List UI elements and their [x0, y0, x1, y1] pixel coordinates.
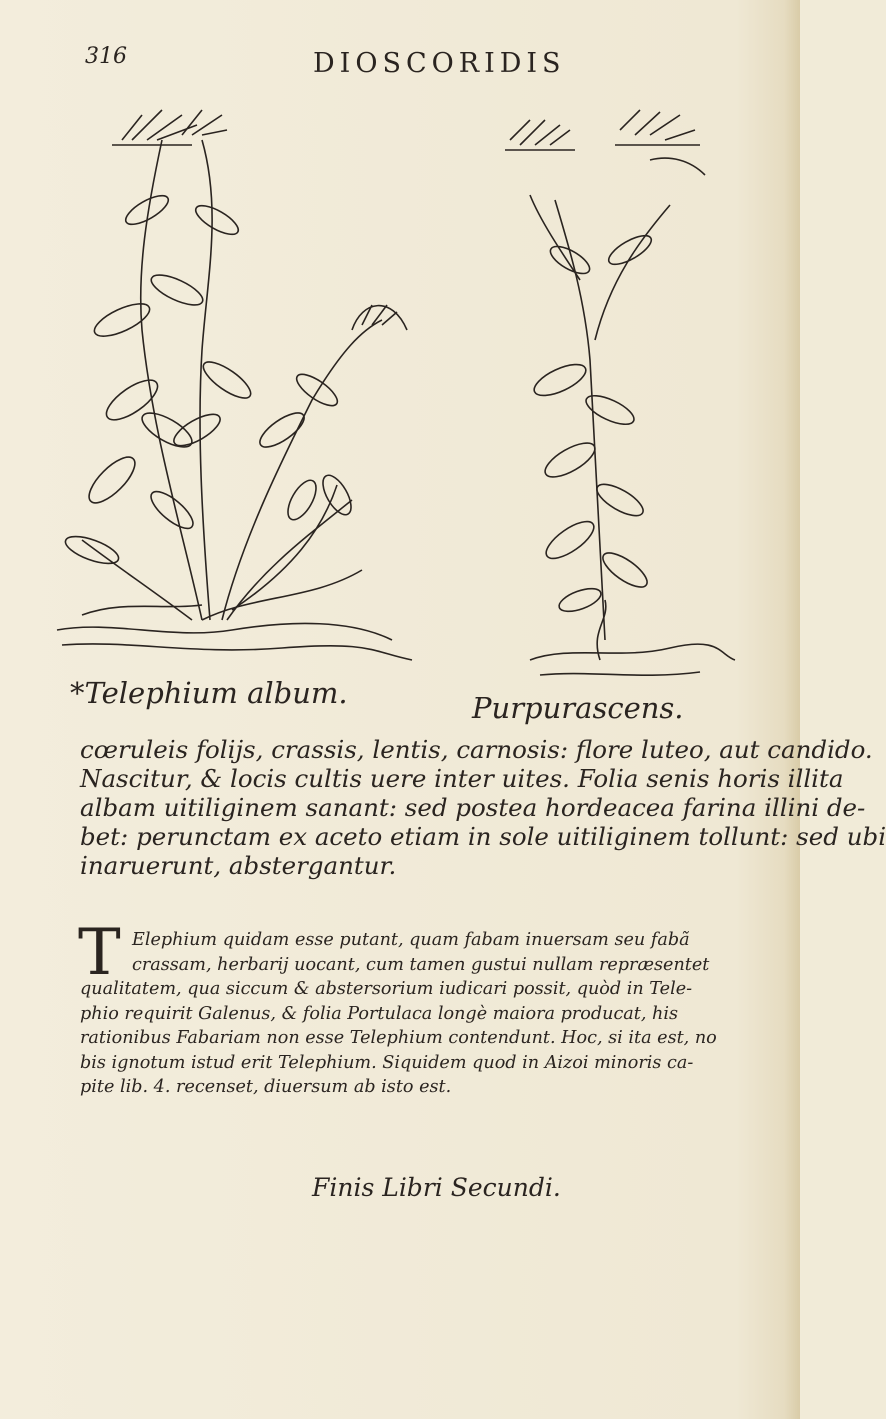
- text-line: bis ignotum istud erit Telephium. Siquidem quod in Aizoi minoris ca-: [80, 1052, 694, 1073]
- text-line: phio requirit Galenus, & folia Portulaca longè maiora producat, his: [80, 1003, 679, 1024]
- page-number: 316: [85, 44, 127, 69]
- running-head: DIOSCORIDIS: [313, 48, 566, 79]
- commentary-paragraph: [78, 916, 770, 1100]
- figure-caption-left: *Telephium album.: [70, 676, 348, 710]
- text-line: inaruerunt, abstergantur.: [80, 851, 397, 880]
- text-line: qualitatem, qua siccum & abstersorium iudicari possit, quòd in Tele-: [80, 979, 693, 999]
- description-paragraph: [80, 735, 886, 880]
- telephium-plant-left-illustration: [52, 100, 432, 680]
- text-line: cœruleis folijs, crassis, lentis, carnosis: flore luteo, aut candido.: [80, 735, 873, 764]
- telephium-plant-right-illustration: [500, 100, 740, 690]
- text-line: crassam, herbarij uocant, cum tamen gustui nullam repræsentet: [132, 954, 710, 975]
- text-line: rationibus Fabariam non esse Telephium contendunt. Hoc, si ita est, no: [80, 1028, 717, 1048]
- text-line: pite lib. 4. recenset, diuersum ab isto est.: [80, 1077, 452, 1097]
- text-line: albam uitiliginem sanant: sed postea hordeacea farina illini de-: [80, 793, 866, 822]
- text-line: bet: perunctam ex aceto etiam in sole uitiliginem tollunt: sed ubi: [80, 822, 886, 851]
- text-line: Elephium quidam esse putant, quam fabam inuersam seu fabã: [132, 930, 690, 950]
- drop-capital: T: [78, 916, 121, 990]
- finis-line: Finis Libri Secundi.: [312, 1173, 561, 1202]
- figure-caption-right: Purpurascens.: [472, 691, 684, 725]
- text-line: Nascitur, & locis cultis uere inter uites. Folia senis horis illita: [80, 764, 844, 793]
